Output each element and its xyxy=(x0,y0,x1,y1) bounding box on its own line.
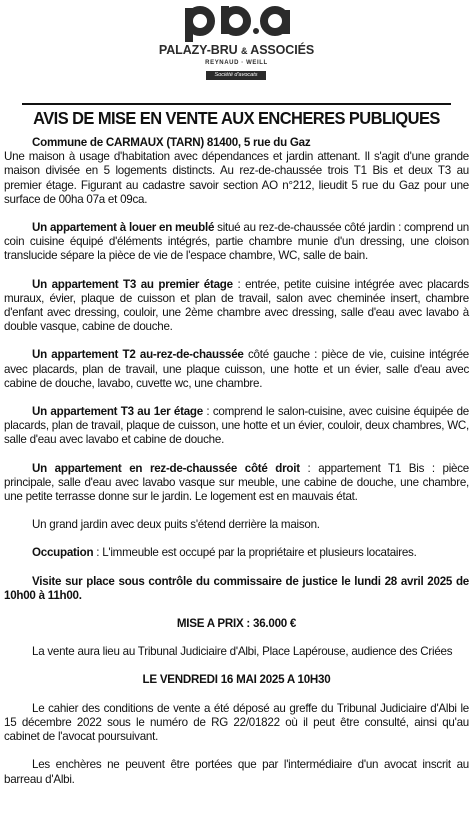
lot-t2-ground-floor: Un appartement T2 au-rez-de-chaussée côté gauche : pièce de vie, cuisine intégrée avec placards, plan de travail, une plaque cuisson, une hotte et un évier, salle d'eau avec cabine de douche, lavabo, cuvette wc, une chambre. xyxy=(4,348,469,390)
conditions-paragraph: Le cahier des conditions de vente a été déposé au greffe du Tribunal Judiciaire d'Albi le 15 décembre 2022 sous le numéro de RG 22/01822 où il peut être consulté, ainsi qu'au cabinet de l'avocat poursuivant. xyxy=(4,701,469,744)
lot-ground-floor-right: Un appartement en rez-de-chaussée côté droit : appartement T1 Bis : pièce principale, salle d'eau avec lavabo vasque sur meuble, une cabine de douche, une chambre, une petite terrasse donne sur le jardin. Le logement est en mauvais état. xyxy=(4,461,469,504)
starting-price: MISE A PRIX : 36.000 € xyxy=(176,617,297,631)
property-description: Commune de CARMAUX (TARN) 81400, 5 rue du Gaz Une maison à usage d'habitation avec dépendances et jardin attenant. Il s'agit d'une grande maison divisée en 5 logements distincts. Au rez-de-chaussée trois T1 Bis et deux T3 au premier étage. Figurant au cadastre savoir section AO n°212, lieudit 5 rue du Gaz pour une surface de 00ha 07a et 09ca. xyxy=(4,136,469,206)
sale-date: LE VENDREDI 16 MAI 2025 A 10H30 xyxy=(142,673,331,687)
title-divider xyxy=(22,103,451,105)
firm-logo xyxy=(0,0,473,92)
firm-name: PALAZY-BRU & ASSOCIÉS xyxy=(158,43,315,57)
firm-partners: REYNAUD · WEILL xyxy=(205,60,268,66)
visit-paragraph: Visite sur place sous contrôle du commissaire de justice le lundi 28 avril 2025 de 10h00 à 11h00. xyxy=(4,574,469,602)
lot-furnished-apartment: Un appartement à louer en meublé situé au rez-de-chaussée côté jardin : comprend un coin cuisine équipé d'éléments intégrés, partie chambre munie d'un dressing, une cloison translucide sépare la pièce de vie de l'espace chambre, WC, salle de bain. xyxy=(4,221,469,263)
location-heading: Commune de CARMAUX (TARN) 81400, 5 rue du Gaz xyxy=(32,136,311,149)
notice-body xyxy=(4,136,469,801)
firm-badge: Société d'avocats xyxy=(206,71,266,80)
bidding-paragraph: Les enchères ne peuvent être portées que par l'intermédiaire d'un avocat inscrit au barreau d'Albi. xyxy=(4,758,469,786)
lot-t3-1st-floor: Un appartement T3 au 1er étage : comprend le salon-cuisine, avec cuisine équipée de placards, plan de travail, plaque de cuisson, une hotte et un évier, couloir, deux chambres, WC, salle d'eau avec lavabo et cabine de douche. xyxy=(4,405,469,447)
pba-logo-mark xyxy=(183,6,291,42)
garden-paragraph: Un grand jardin avec deux puits s'étend derrière la maison. xyxy=(32,518,320,532)
notice-title: AVIS DE MISE EN VENTE AUX ENCHERES PUBLIQUES xyxy=(33,108,440,128)
sale-location-paragraph: La vente aura lieu au Tribunal Judiciaire d'Albi, Place Lapérouse, audience des Criées xyxy=(32,645,453,659)
lot-t3-first-floor: Un appartement T3 au premier étage : entrée, petite cuisine intégrée avec placards muraux, évier, plaque de cuisson et plan de travail, salon avec cheminée insert, chambre d'enfant avec dressing, couloir, une 2ème chambre avec dressing, salle d'eau avec lavabo à double vasque, cabine de douche. xyxy=(4,277,469,334)
occupation-paragraph: Occupation : L'immeuble est occupé par la propriétaire et plusieurs locataires. xyxy=(32,546,417,560)
